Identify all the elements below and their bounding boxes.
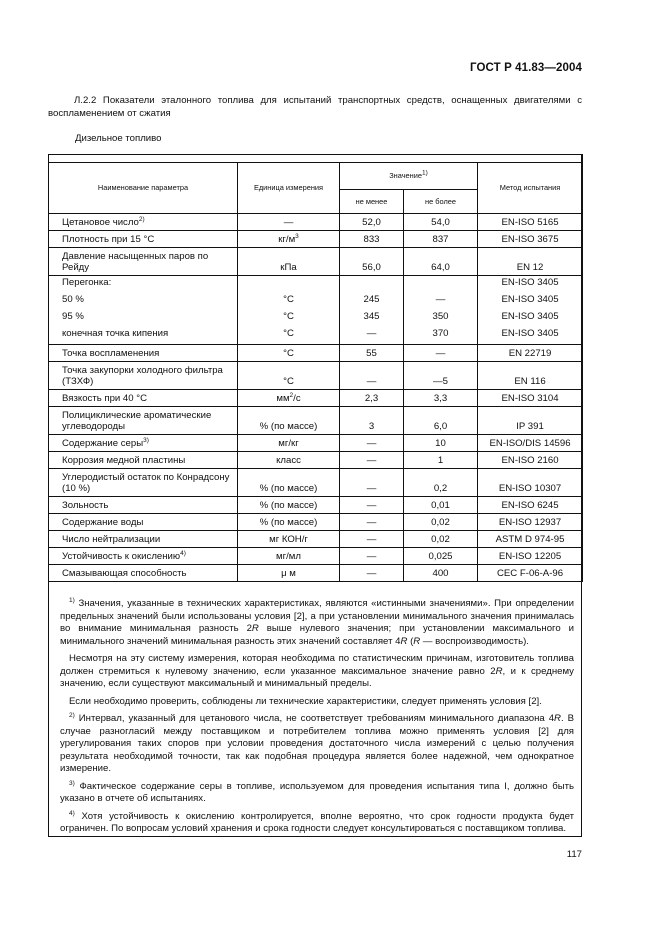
distillation-unit xyxy=(241,276,336,293)
header-value-note: 1) xyxy=(422,169,428,177)
param-footnote-ref: 2) xyxy=(138,215,145,223)
param-footnote-ref: 3) xyxy=(143,437,149,445)
param-unit xyxy=(238,548,340,565)
table-row xyxy=(49,362,583,390)
param-min: — xyxy=(340,514,404,531)
param-name-text: Плотность при 15 °С xyxy=(62,234,155,245)
table-row xyxy=(49,514,583,531)
footnote-symbol: R xyxy=(495,665,503,677)
param-method: EN-ISO 3104 xyxy=(478,390,583,407)
param-max: 6,0 xyxy=(404,407,478,435)
footnote-text: Интервал, указанный для цетанового числа, не соответствует требованиям минимального диапазона 4 xyxy=(78,713,555,724)
param-name xyxy=(49,345,238,362)
param-max: 837 xyxy=(404,231,478,248)
distillation-name: Перегонка: xyxy=(62,277,112,288)
param-unit xyxy=(238,407,340,435)
footnote-text: , и к среднему значению, если существуют максимальный и минимальный пределы. xyxy=(60,665,574,689)
param-name xyxy=(49,548,238,565)
distillation-unit: °С xyxy=(283,311,294,323)
footnote-text: Если необходимо проверить, соблюдены ли технические характеристики, следует применять условия [2]. xyxy=(69,695,542,707)
distillation-min: 345 xyxy=(363,311,380,323)
unit-text: мм xyxy=(276,393,290,405)
param-name xyxy=(49,390,238,407)
param-unit xyxy=(238,435,340,452)
footnote-mark: 4) xyxy=(69,809,75,817)
distillation-name: конечная точка кипения xyxy=(62,328,169,340)
param-method: EN 116 xyxy=(478,362,583,390)
unit-text: % (по массе) xyxy=(259,421,318,433)
distillation-method: EN-ISO 3405 xyxy=(501,294,559,306)
distillation-unit: °С xyxy=(283,294,294,306)
unit-text: мг КОН/г xyxy=(269,534,308,546)
footnote-1-continued xyxy=(60,653,574,691)
distillation-method: EN-ISO 3405 xyxy=(501,311,559,323)
param-min: — xyxy=(340,565,404,582)
page-number: 117 xyxy=(566,849,582,860)
param-unit xyxy=(238,345,340,362)
param-name-text: Углеродистый остаток по Конрадсону (10 %) xyxy=(62,472,230,495)
footnote-text: Фактическое содержание серы в топливе, используемом для проведения испытания типа I, должно быть указано в отчете об испытаниях. xyxy=(60,780,575,804)
header-value-label: Значение xyxy=(389,171,422,180)
distillation-names xyxy=(49,276,238,345)
param-min: — xyxy=(340,531,404,548)
table-row-distillation xyxy=(49,276,583,345)
distillation-units xyxy=(238,276,340,345)
footnote-symbol: R xyxy=(413,635,421,647)
footnote-text: ( xyxy=(407,635,414,647)
table-row xyxy=(49,248,583,276)
param-name-text: Цетановое число xyxy=(62,217,139,228)
unit-text: мг/мл xyxy=(276,551,301,563)
param-max: 64,0 xyxy=(404,248,478,276)
table-row xyxy=(49,565,583,582)
distillation-unit: °С xyxy=(283,328,294,340)
param-method: CEC F-06-A-96 xyxy=(478,565,583,582)
distillation-max: 350 xyxy=(432,311,449,323)
table-row xyxy=(49,452,583,469)
param-name-text: Зольность xyxy=(62,500,109,512)
param-unit xyxy=(238,469,340,497)
distillation-max xyxy=(407,276,474,293)
footnote-text: Значения, указанные в технических характеристиках, являются «истинными значениями». При определении предельных значений были использованы условия [2], а при установлении минимального значения принималась во внимание минимальная разность 2 xyxy=(60,598,574,634)
param-name xyxy=(49,565,238,582)
param-min: 2,3 xyxy=(340,390,404,407)
param-name xyxy=(49,497,238,514)
distillation-min xyxy=(343,276,400,293)
table-row xyxy=(49,435,583,452)
table-top-spacer xyxy=(49,155,583,163)
footnotes xyxy=(60,598,574,841)
footnote-1 xyxy=(60,598,574,648)
param-method: EN-ISO 10307 xyxy=(478,469,583,497)
param-max: 10 xyxy=(404,435,478,452)
param-method: ASTM D 974-95 xyxy=(478,531,583,548)
param-max: 0,02 xyxy=(404,514,478,531)
param-max: 0,2 xyxy=(404,469,478,497)
footnote-symbol: R xyxy=(400,635,408,647)
unit-text: /с xyxy=(293,393,301,405)
param-unit xyxy=(238,248,340,276)
param-name xyxy=(49,362,238,390)
table-row xyxy=(49,231,583,248)
footnote-text: — воспроизводимость). xyxy=(420,635,529,647)
footnote-symbol: R xyxy=(554,713,561,724)
table-row xyxy=(49,390,583,407)
param-name-text: Число нейтрализации xyxy=(62,534,161,546)
unit-text: °С xyxy=(283,376,294,388)
footnote-symbol: R xyxy=(251,623,259,634)
distillation-maxs xyxy=(404,276,478,345)
footnote-mark: 1) xyxy=(69,596,75,604)
footnote-3 xyxy=(60,781,574,806)
param-max: 0,02 xyxy=(404,531,478,548)
unit-text: мг/кг xyxy=(278,438,299,450)
param-max: 3,3 xyxy=(404,390,478,407)
param-min: — xyxy=(340,452,404,469)
table-row xyxy=(49,531,583,548)
param-method: EN-ISO 2160 xyxy=(478,452,583,469)
footnote-text: выше нулевого значения; при установлении максимального и минимального значений минимальная разность этих значений составляет 4 xyxy=(60,623,574,647)
document-code: ГОСТ Р 41.83—2004 xyxy=(470,62,582,74)
param-unit xyxy=(238,214,340,231)
table-row xyxy=(49,548,583,565)
param-name xyxy=(49,214,238,231)
footnote-4 xyxy=(60,811,574,836)
unit-text: % (по массе) xyxy=(259,500,318,512)
param-name xyxy=(49,469,238,497)
param-min: 55 xyxy=(340,345,404,362)
distillation-method: EN-ISO 3405 xyxy=(501,328,559,340)
param-method: EN-ISO 6245 xyxy=(478,497,583,514)
param-method: EN-ISO 12205 xyxy=(478,548,583,565)
distillation-methods xyxy=(478,276,583,345)
table-header-row xyxy=(49,163,583,190)
header-unit: Единица измерения xyxy=(238,163,340,214)
param-unit xyxy=(238,231,340,248)
param-name-text: Точка закупорки холодного фильтра (ТЗХФ) xyxy=(62,365,223,388)
param-name-text: Устойчивость к окислению xyxy=(62,551,181,563)
param-name-text: Смазывающая способность xyxy=(62,568,187,580)
distillation-name: 50 % xyxy=(62,294,84,306)
distillation-min: 245 xyxy=(363,294,380,306)
footnote-1-conditions xyxy=(60,696,574,709)
distillation-mins xyxy=(340,276,404,345)
distillation-name: 95 % xyxy=(62,311,84,323)
param-method: EN-ISO 3675 xyxy=(478,231,583,248)
table-row xyxy=(49,407,583,435)
param-max: 0,025 xyxy=(404,548,478,565)
param-max: 54,0 xyxy=(404,214,478,231)
param-min: 833 xyxy=(340,231,404,248)
table-row xyxy=(49,345,583,362)
param-min: 3 xyxy=(340,407,404,435)
param-name xyxy=(49,452,238,469)
param-unit xyxy=(238,452,340,469)
header-value xyxy=(340,163,478,190)
param-method: IP 391 xyxy=(478,407,583,435)
unit-superscript: 3 xyxy=(295,232,299,240)
param-min: — xyxy=(340,435,404,452)
param-min: — xyxy=(340,469,404,497)
param-method: EN-ISO/DIS 14596 xyxy=(478,435,583,452)
param-name-text: Полициклические ароматические углеводороды xyxy=(62,410,212,433)
unit-text: кг/м xyxy=(278,234,296,245)
table-row xyxy=(49,214,583,231)
param-name-text: Содержание серы xyxy=(62,438,144,450)
param-unit xyxy=(238,390,340,407)
footnote-mark: 3) xyxy=(69,779,75,787)
param-name xyxy=(49,407,238,435)
table-row xyxy=(49,469,583,497)
param-name xyxy=(49,248,238,276)
header-max: не более xyxy=(404,190,478,214)
distillation-max: — xyxy=(435,294,446,306)
unit-superscript: 2 xyxy=(289,392,294,400)
table-row xyxy=(49,497,583,514)
unit-text: класс xyxy=(276,455,301,467)
param-max: — xyxy=(404,345,478,362)
footnote-2 xyxy=(60,713,574,776)
param-name xyxy=(49,231,238,248)
distillation-method: EN-ISO 3405 xyxy=(501,277,559,288)
param-method: EN-ISO 12937 xyxy=(478,514,583,531)
footnote-text: . В случае разногласий между поставщиком и потребителем топлива можно применять условия [2] для урегулирования таких споров при условии проведения достаточного числа измерений с целью получения результата необходимой точности, так как подобная процедура является более надежной, чем однократное измерение. xyxy=(60,713,574,774)
param-name-text: Давление насыщенных паров по Рейду xyxy=(62,251,209,273)
param-method: EN-ISO 5165 xyxy=(478,214,583,231)
param-name-text: Коррозия медной пластины xyxy=(62,455,186,467)
param-max: —5 xyxy=(404,362,478,390)
unit-text: μ м xyxy=(281,568,296,580)
param-max: 400 xyxy=(404,565,478,582)
unit-text: кПа xyxy=(280,262,297,273)
param-unit xyxy=(238,531,340,548)
param-max: 1 xyxy=(404,452,478,469)
param-name xyxy=(49,435,238,452)
unit-text: % (по массе) xyxy=(259,483,318,495)
param-name xyxy=(49,514,238,531)
header-min: не менее xyxy=(340,190,404,214)
footnote-text: Хотя устойчивость к окислению контролируется, вполне вероятно, что срок годности продукта будет ограничен. По вопросам условий хранения и срока годности следует консультироваться с поставщиком топлива. xyxy=(60,810,574,834)
footnote-mark: 2) xyxy=(69,711,75,719)
param-method: EN 12 xyxy=(478,248,583,276)
distillation-max: 370 xyxy=(432,328,449,340)
table-subtitle: Дизельное топливо xyxy=(75,133,162,144)
param-min: 52,0 xyxy=(340,214,404,231)
param-name-text: Вязкость при 40 °С xyxy=(62,393,148,405)
fuel-spec-table xyxy=(48,154,583,582)
header-method: Метод испытания xyxy=(478,163,583,214)
unit-text: °С xyxy=(283,348,294,360)
unit-text: — xyxy=(283,217,294,228)
param-footnote-ref: 4) xyxy=(180,550,186,558)
footnote-text: Несмотря на эту систему измерения, которая необходима по статистическим причинам, изготовитель топлива должен стремиться к нулевому значению, если указанное максимальное значение равно 2 xyxy=(60,653,574,677)
unit-text: % (по массе) xyxy=(259,517,318,529)
param-min: — xyxy=(340,548,404,565)
distillation-min: — xyxy=(366,328,377,340)
param-name-text: Содержание воды xyxy=(62,517,144,529)
param-unit xyxy=(238,497,340,514)
param-max: 0,01 xyxy=(404,497,478,514)
param-name-text: Точка воспламенения xyxy=(62,348,160,360)
param-unit xyxy=(238,362,340,390)
param-min: — xyxy=(340,497,404,514)
param-unit xyxy=(238,514,340,531)
header-param: Наименование параметра xyxy=(49,163,238,214)
param-name xyxy=(49,531,238,548)
param-min: 56,0 xyxy=(340,248,404,276)
param-method: EN 22719 xyxy=(478,345,583,362)
section-title: Л.2.2 Показатели эталонного топлива для испытаний транспортных средств, оснащенных двигателями с воспламенением от сжатия xyxy=(48,95,582,119)
param-unit xyxy=(238,565,340,582)
param-min: — xyxy=(340,362,404,390)
